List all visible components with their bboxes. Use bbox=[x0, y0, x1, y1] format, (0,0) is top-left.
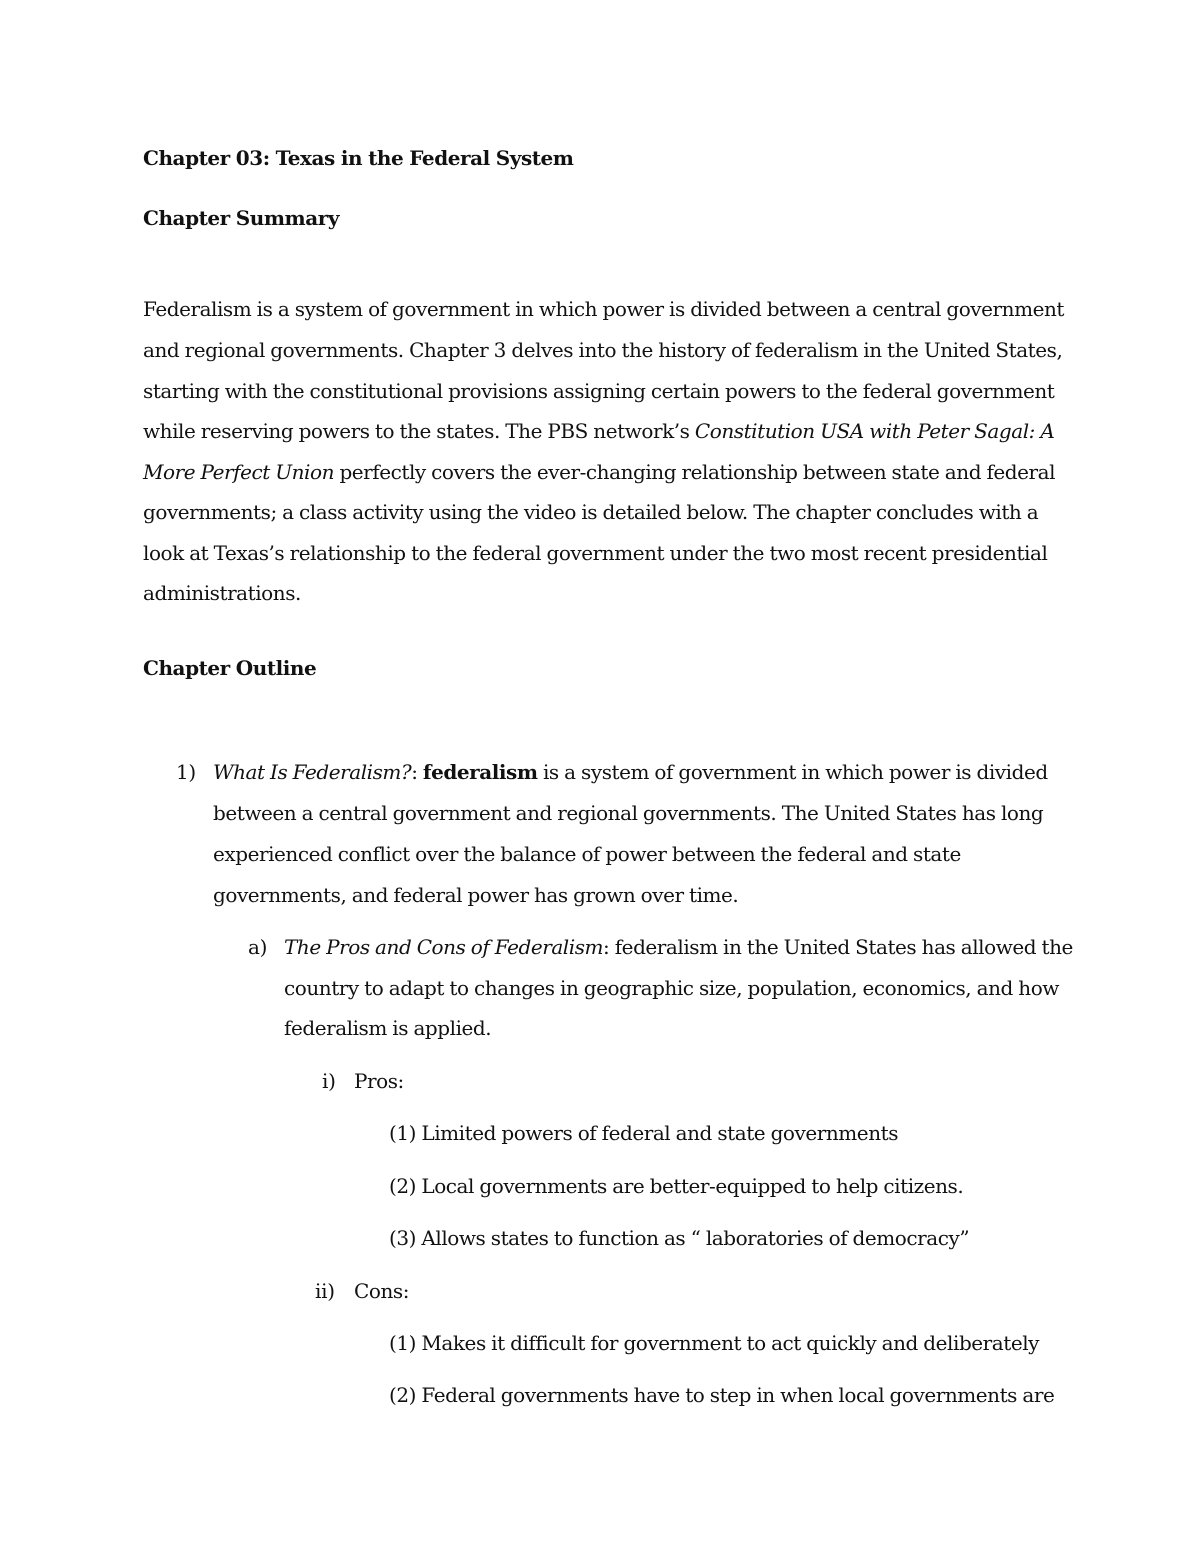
outline-line bbox=[213, 800, 1043, 826]
outline-line bbox=[213, 882, 738, 908]
cons-item: (1) Makes it difficult for government to act quickly and deliberately bbox=[389, 1331, 1040, 1355]
summary-heading: Chapter Summary bbox=[143, 206, 340, 230]
text-run: governments; a class activity using the video is detailed below. The chapter concludes with a bbox=[143, 500, 1039, 524]
text-run: between a central government and regional governments. The United States has long bbox=[213, 801, 1044, 825]
summary-line bbox=[143, 540, 1047, 566]
summary-line bbox=[143, 459, 1055, 485]
outline-heading: Chapter Outline bbox=[143, 656, 317, 680]
outline-line bbox=[284, 1015, 491, 1041]
text-run: administrations. bbox=[143, 581, 301, 605]
italic-run: Constitution USA with Peter Sagal: A bbox=[694, 419, 1055, 443]
text-run: country to adapt to changes in geographic size, population, economics, and how bbox=[284, 976, 1059, 1000]
text-run: experienced conflict over the balance of power between the federal and state bbox=[213, 842, 961, 866]
summary-line bbox=[143, 499, 1038, 525]
bold-run: federalism bbox=[422, 760, 538, 784]
pros-item: (3) Allows states to function as “ laboratories of democracy” bbox=[389, 1226, 970, 1250]
italic-run: The Pros and Cons of Federalism bbox=[284, 935, 604, 959]
outline-marker: a) bbox=[248, 935, 268, 959]
italic-run: More Perfect Union bbox=[143, 460, 335, 484]
pros-label: Pros: bbox=[354, 1069, 404, 1093]
summary-line bbox=[143, 580, 301, 606]
text-run: and regional governments. Chapter 3 delves into the history of federalism in the United States, bbox=[143, 338, 1063, 362]
cons-label: Cons: bbox=[354, 1279, 409, 1303]
summary-line bbox=[143, 296, 1064, 322]
outline-line bbox=[284, 934, 1073, 960]
chapter-title: Chapter 03: Texas in the Federal System bbox=[143, 146, 574, 170]
text-run: is a system of government in which power is divided bbox=[537, 760, 1048, 784]
text-run: federalism is applied. bbox=[284, 1016, 492, 1040]
pros-item: (1) Limited powers of federal and state governments bbox=[389, 1121, 899, 1145]
text-run: governments, and federal power has grown over time. bbox=[213, 883, 739, 907]
summary-line bbox=[143, 378, 1054, 404]
outline-line bbox=[213, 841, 961, 867]
text-run: starting with the constitutional provisions assigning certain powers to the federal government bbox=[143, 379, 1055, 403]
text-run: while reserving powers to the states. The PBS network’s bbox=[143, 419, 695, 443]
summary-line bbox=[143, 337, 1062, 363]
outline-line bbox=[213, 759, 1048, 785]
outline-marker: i) bbox=[322, 1069, 336, 1093]
outline-marker: ii) bbox=[315, 1279, 335, 1303]
italic-run: What Is Federalism? bbox=[213, 760, 412, 784]
text-run: look at Texas’s relationship to the federal government under the two most recent presidential bbox=[143, 541, 1048, 565]
text-run: Federalism is a system of government in which power is divided between a central government bbox=[143, 297, 1065, 321]
summary-line bbox=[143, 418, 1054, 444]
cons-item: (2) Federal governments have to step in when local governments are bbox=[389, 1383, 1055, 1407]
outline-line bbox=[284, 975, 1059, 1001]
pros-item: (2) Local governments are better-equipped to help citizens. bbox=[389, 1174, 964, 1198]
text-run: : bbox=[411, 760, 423, 784]
text-run: : federalism in the United States has allowed the bbox=[603, 935, 1073, 959]
outline-marker: 1) bbox=[176, 760, 196, 784]
text-run: perfectly covers the ever-changing relationship between state and federal bbox=[334, 460, 1056, 484]
